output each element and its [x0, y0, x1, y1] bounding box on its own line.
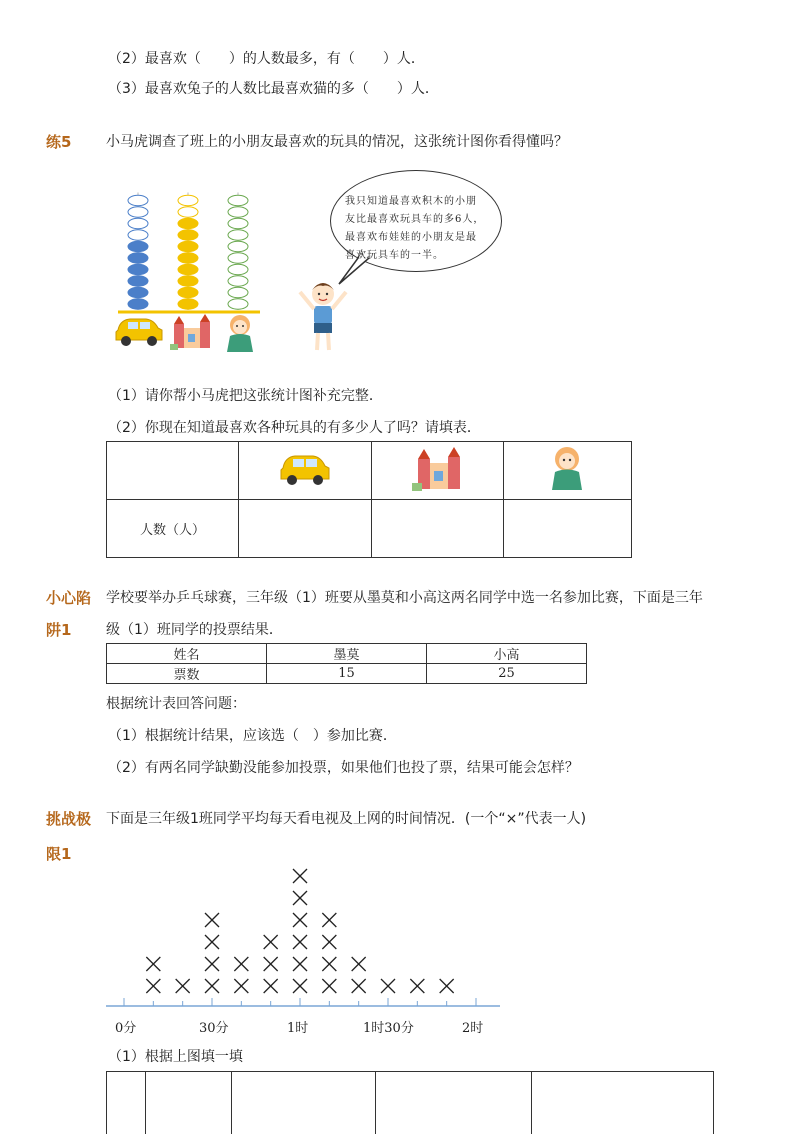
- table-header-blocks: [371, 442, 503, 500]
- table-answer-blocks[interactable]: [371, 500, 503, 558]
- plot-x-mark: [322, 913, 336, 927]
- axis-label-60: 1时: [287, 1021, 309, 1036]
- bead-empty: [228, 241, 248, 251]
- doll-icon: [227, 315, 253, 352]
- bead-empty: [228, 264, 248, 274]
- vote-header-name: 姓名: [107, 644, 267, 664]
- plot-x-mark: [352, 957, 366, 971]
- plot-x-mark: [293, 979, 307, 993]
- table-answer-doll[interactable]: [503, 500, 631, 558]
- plot-x-mark: [264, 979, 278, 993]
- plot-x-mark: [410, 979, 424, 993]
- bead-empty: [128, 207, 148, 217]
- vote-count-momo: 15: [266, 664, 426, 684]
- axis-label-90: 1时30分: [363, 1021, 414, 1036]
- table-corner-cell: [107, 442, 239, 500]
- bead-empty: [228, 195, 248, 205]
- plot-x-mark: [205, 979, 219, 993]
- bead-filled: [128, 276, 148, 286]
- challenge-label-line1: 挑战极: [46, 810, 92, 828]
- vote-header-xiaogao: 小高: [426, 644, 586, 664]
- axis-label-30: 30分: [199, 1021, 229, 1036]
- bead-empty: [228, 253, 248, 263]
- plot-x-mark: [264, 935, 278, 949]
- bead-empty: [128, 218, 148, 228]
- pictograph-beads: [128, 193, 248, 311]
- plot-x-mark: [205, 957, 219, 971]
- bead-filled: [128, 287, 148, 297]
- bead-filled: [178, 241, 198, 251]
- speech-bubble-text: 我只知道最喜欢积木的小朋友比最喜欢玩具车的多6人，最喜欢布娃娃的小朋友是最喜欢玩具车的一半。: [345, 196, 485, 261]
- plot-x-mark: [440, 979, 454, 993]
- bead-empty: [228, 230, 248, 240]
- plot-x-mark: [205, 913, 219, 927]
- table-header-doll: [503, 442, 631, 500]
- challenge-question-1: （1）根据上图填一填: [108, 1049, 243, 1065]
- plot-x-mark: [293, 869, 307, 883]
- vote-table: [106, 643, 587, 684]
- bead-filled: [128, 241, 148, 251]
- plot-x-mark: [293, 913, 307, 927]
- exercise-5-label: 练5: [46, 133, 72, 151]
- plot-x-mark: [293, 935, 307, 949]
- bead-filled: [178, 230, 198, 240]
- challenge-label-line2: 限1: [46, 845, 72, 863]
- fill-table-divider: [375, 1072, 376, 1134]
- fill-table-divider: [145, 1072, 146, 1134]
- table-header-car: [239, 442, 372, 500]
- trap-question-1: （1）根据统计结果，应该选（ ）参加比赛．: [108, 728, 397, 744]
- bead-filled: [178, 276, 198, 286]
- plot-x-mark: [146, 957, 160, 971]
- fill-table-partial: [106, 1071, 714, 1134]
- bead-filled: [178, 299, 198, 309]
- bead-filled: [178, 264, 198, 274]
- trap-text-line2: 级（1）班同学的投票结果．: [106, 622, 283, 638]
- plot-x-mark: [352, 979, 366, 993]
- plot-x-mark: [381, 979, 395, 993]
- table-row-label: 人数（人）: [107, 500, 239, 558]
- plot-x-mark: [205, 935, 219, 949]
- plot-x-mark: [264, 957, 278, 971]
- vote-header-momo: 墨莫: [266, 644, 426, 664]
- bead-filled: [178, 253, 198, 263]
- bead-filled: [128, 299, 148, 309]
- intro-question-2: （2）最喜欢（ ）的人数最多，有（ ）人．: [108, 51, 425, 67]
- trap-text-line1: 学校要举办乒乓球赛，三年级（1）班要从墨莫和小高这两名同学中选一名参加比赛，下面是三年: [106, 590, 703, 606]
- trap-label-line1: 小心陷: [46, 589, 92, 607]
- plot-x-mark: [176, 979, 190, 993]
- bead-empty: [228, 207, 248, 217]
- intro-question-3: （3）最喜欢兔子的人数比最喜欢猫的多（ ）人．: [108, 81, 439, 97]
- axis-label-120: 2时: [462, 1021, 484, 1036]
- toy-count-table: [106, 441, 632, 558]
- plot-x-mark: [293, 957, 307, 971]
- vote-row-label: 票数: [107, 664, 267, 684]
- trap-prompt: 根据统计表回答问题：: [106, 696, 246, 712]
- bead-filled: [128, 253, 148, 263]
- bead-empty: [178, 195, 198, 205]
- plot-x-mark: [146, 979, 160, 993]
- plot-x-mark: [234, 979, 248, 993]
- table-answer-car[interactable]: [239, 500, 372, 558]
- axis-label-0: 0分: [115, 1021, 137, 1036]
- bead-filled: [178, 287, 198, 297]
- trap-question-2: （2）有两名同学缺勤没能参加投票，如果他们也投了票，结果可能会怎样？: [108, 760, 579, 776]
- plot-x-mark: [293, 891, 307, 905]
- building-blocks-icon: [170, 314, 210, 350]
- toy-pictograph: [110, 178, 270, 363]
- exercise-5-question-2: （2）你现在知道最喜欢各种玩具的有多少人了吗？请填表．: [108, 420, 481, 436]
- line-plot-chart: [100, 836, 520, 1046]
- bead-empty: [178, 207, 198, 217]
- challenge-text: 下面是三年级1班同学平均每天看电视及上网的时间情况．(一个“×”代表一人): [106, 811, 587, 827]
- plot-x-mark: [322, 957, 336, 971]
- plot-x-mark: [322, 979, 336, 993]
- trap-label-line2: 阱1: [46, 621, 72, 639]
- building-blocks-icon: [412, 445, 462, 493]
- bead-filled: [178, 218, 198, 228]
- doll-icon: [550, 446, 584, 492]
- exercise-5-question-1: （1）请你帮小马虎把这张统计图补充完整．: [108, 388, 383, 404]
- bead-filled: [128, 264, 148, 274]
- toy-car-icon: [277, 452, 333, 486]
- bead-empty: [228, 287, 248, 297]
- fill-table-divider: [531, 1072, 532, 1134]
- exercise-5-text: 小马虎调查了班上的小朋友最喜欢的玩具的情况，这张统计图你看得懂吗？: [106, 134, 568, 150]
- bead-empty: [128, 195, 148, 205]
- vote-count-xiaogao: 25: [426, 664, 586, 684]
- plot-x-mark: [322, 935, 336, 949]
- toy-car-icon: [116, 319, 162, 346]
- bead-empty: [228, 299, 248, 309]
- bead-empty: [228, 276, 248, 286]
- bead-empty: [228, 218, 248, 228]
- plot-x-mark: [234, 957, 248, 971]
- fill-table-divider: [231, 1072, 232, 1134]
- bead-empty: [128, 230, 148, 240]
